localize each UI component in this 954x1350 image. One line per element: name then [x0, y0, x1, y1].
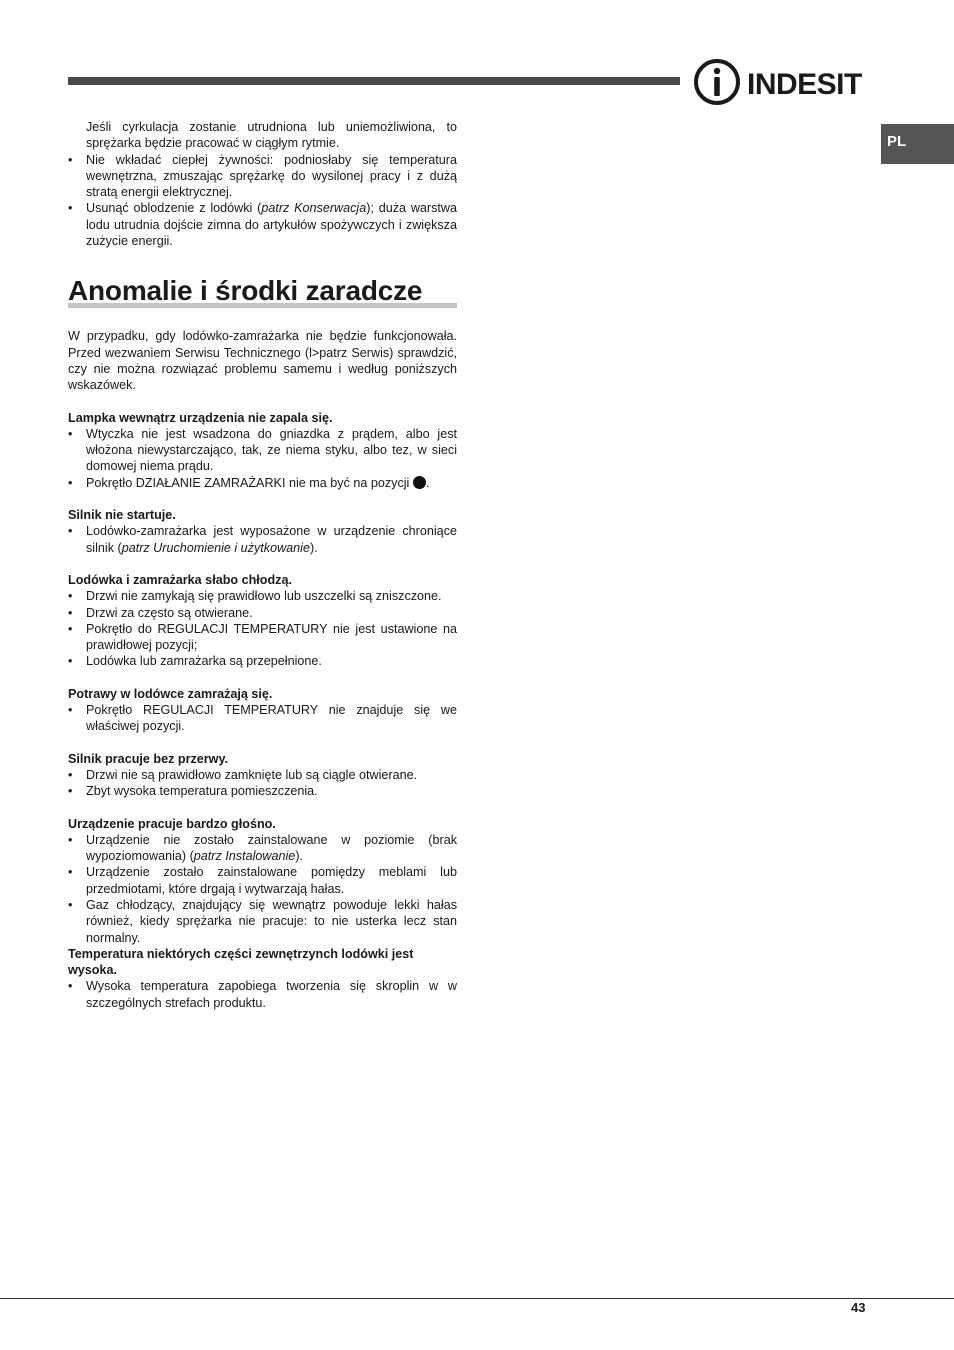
section-motor-start [68, 507, 457, 556]
filled-circle-icon [413, 476, 426, 489]
section-title: Silnik nie startuje. [68, 508, 176, 523]
page-number: 43 [851, 1300, 866, 1315]
indesit-logo [693, 58, 873, 106]
section-lamp [68, 410, 457, 491]
section-title: Silnik pracuje bez przerwy. [68, 751, 229, 766]
language-tab: PL [881, 124, 954, 164]
list-item: • Nie wkładać ciepłej żywności: podniosłaby się temperatura wewnętrzna, zmuszając sprężarkę do wysilonej pracy i z dużą stratą energii elektrycznej. [68, 152, 457, 201]
list-item: • Urządzenie zostało zainstalowane pomiędzy meblami lub przedmiotami, które drgają i wytwarzają hałas. [68, 864, 457, 897]
section-cooling [68, 572, 457, 670]
list-item: • Pokrętło do REGULACJI TEMPERATURY nie jest ustawione na prawidłowej pozycji; [68, 621, 457, 654]
list-item: • Drzwi za często są otwierane. [68, 605, 457, 621]
intro-list [68, 152, 457, 250]
list-item: • Wtyczka nie jest wsadzona do gniazdka z prądem, albo jest włożona niewystarczająco, tak, ze niema styku, albo tez, w sieci domowej niema prądu. [68, 426, 457, 475]
page-title: Anomalie i środki zaradcze [68, 275, 423, 307]
section-freezing [68, 686, 457, 735]
content-column [68, 119, 457, 1027]
section-external-temp [68, 946, 457, 1011]
list-item: • Wysoka temperatura zapobiega tworzenia się skroplin w w szczególnych strefach produktu. [68, 978, 457, 1011]
section-title: Urządzenie pracuje bardzo głośno. [68, 816, 276, 831]
header-rule [68, 77, 680, 85]
list-item: • Gaz chłodzący, znajdujący się wewnątrz powoduje lekki hałas również, kiedy sprężarka nie pracuje: to nie usterka lecz stan normalny. [68, 897, 457, 946]
list-item: • Lodówko-zamrażarka jest wyposażone w urządzenie chroniące silnik (patrz Uruchomienie i użytkowanie). [68, 523, 457, 556]
list-item: • Pokrętło REGULACJI TEMPERATURY nie znajduje się we właściwej pozycji. [68, 702, 457, 735]
section-title: Temperatura niektórych części zewnętrzynch lodówki jest wysoka. [68, 946, 414, 978]
brand-name: INDESIT [747, 68, 862, 101]
list-item: • Usunąć oblodzenie z lodówki (patrz Konserwacja); duża warstwa lodu utrudnia dojście zimna do artykułów spożywczych i zwiększa zużycie energii. [68, 200, 457, 249]
list-item: • Urządzenie nie zostało zainstalowane w poziomie (brak wypoziomowania) (patrz Instalowanie). [68, 832, 457, 865]
section-motor-runs [68, 751, 457, 800]
list-item: • Zbyt wysoka temperatura pomieszczenia. [68, 783, 457, 799]
intro-paragraph: W przypadku, gdy lodówko-zamrażarka nie będzie funkcjonowała. Przed wezwaniem Serwisu Technicznego (l>patrz Serwis) sprawdzić, czy nie można rozwiązać problemu samemu i według poniższych wskazówek. [68, 329, 457, 393]
list-item: • Pokrętło DZIAŁANIE ZAMRAŻARKI nie ma być na pozycji . [68, 475, 457, 491]
list-item: • Drzwi nie zamykają się prawidłowo lub uszczelki są zniszczone. [68, 588, 457, 604]
list-item: • Drzwi nie są prawidłowo zamknięte lub są ciągle otwierane. [68, 767, 457, 783]
list-item: • Lodówka lub zamrażarka są przepełnione. [68, 653, 457, 669]
intro-continuation: Jeśli cyrkulacja zostanie utrudniona lub uniemożliwiona, to sprężarka będzie pracować w ciągłym rytmie. [86, 120, 457, 151]
section-title: Lampka wewnątrz urządzenia nie zapala się. [68, 410, 333, 425]
section-title: Potrawy w lodówce zamrażają się. [68, 686, 273, 701]
section-noise [68, 816, 457, 946]
section-title: Lodówka i zamrażarka słabo chłodzą. [68, 572, 292, 587]
footer-rule [0, 1298, 954, 1299]
